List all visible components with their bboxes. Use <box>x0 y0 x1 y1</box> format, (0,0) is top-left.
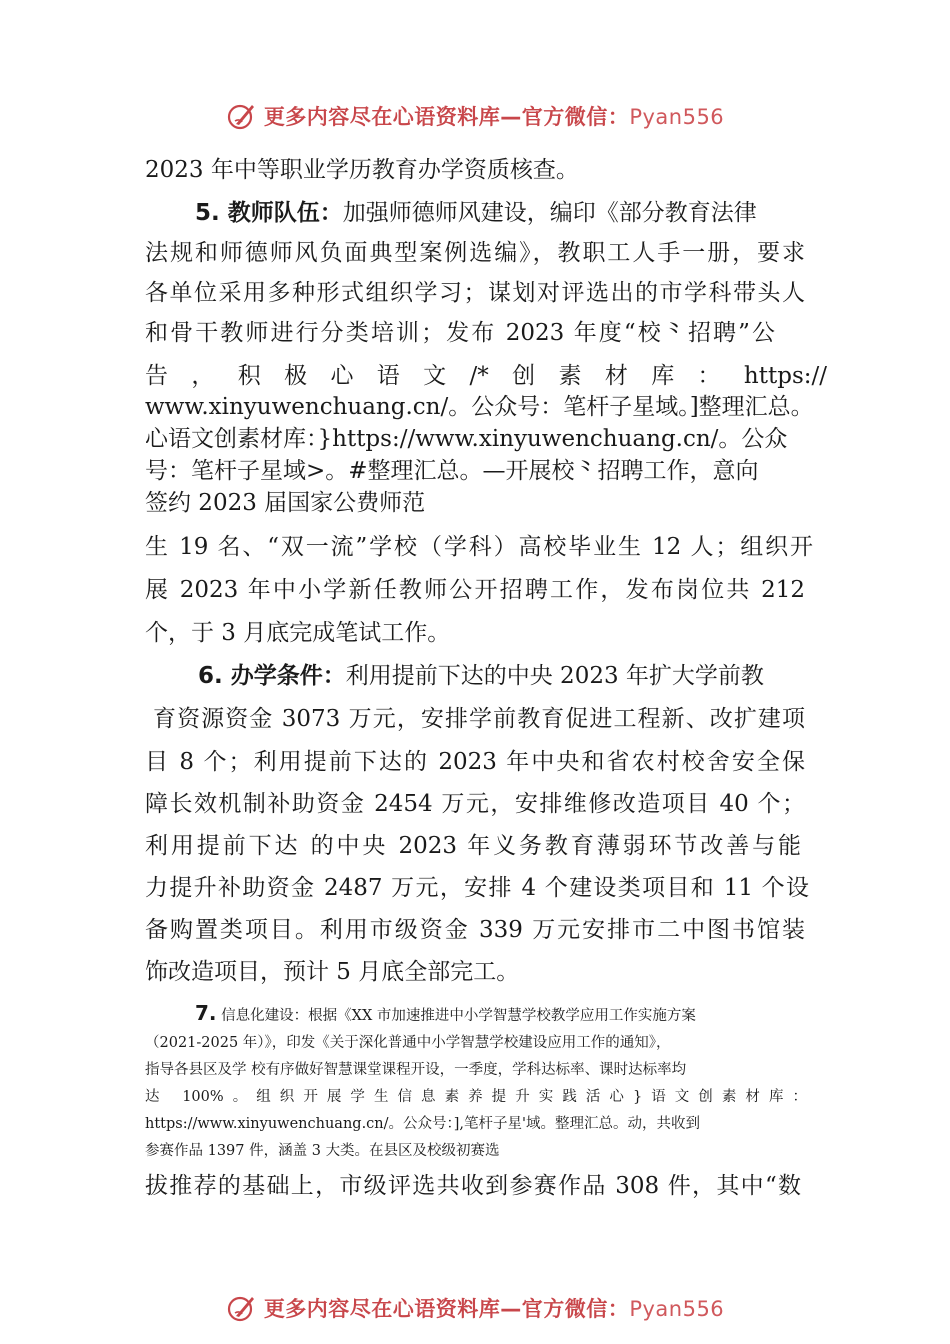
text-line: 告，积极心语文/*创素材库：https:// <box>145 363 827 389</box>
section-heading: 5. 教师队伍： <box>195 200 343 226</box>
text-line: 签约 2023 届国家公费师范 <box>145 490 426 516</box>
quill-seal-icon <box>226 1292 258 1324</box>
watermark-wechat-id: Pyan556 <box>629 1297 725 1321</box>
text-line-small: （2021-2025 年）》，印发《关于深化普通中小学智慧学校建设应用工作的通知》， <box>145 1035 671 1051</box>
section-heading: 6. 办学条件： <box>198 663 346 689</box>
text-line: 饰改造项目，预计 5 月底全部完工。 <box>145 959 520 985</box>
watermark-wechat-id: Pyan556 <box>629 105 725 129</box>
text-line: 个，于 3 月底完成笔试工作。 <box>145 620 451 646</box>
text-line: 各单位采用多种形式组织学习；谋划对评选出的市学科带头人 <box>145 280 805 306</box>
watermark-header <box>0 96 950 136</box>
text-line: 法规和师德师风负面典型案例选编》，教职工人手一册，要求 <box>145 240 805 266</box>
text-line: 6. 办学条件：利用提前下达的中央 2023 年扩大学前教 <box>198 663 764 689</box>
section-number: 7. <box>195 1001 217 1025</box>
quill-seal-icon <box>226 100 258 132</box>
text-line: 心语文创素材库：}https://www.xinyuwenchuang.cn/。公众 <box>145 426 788 452</box>
watermark-text: 更多内容尽在心语资料库—官方微信：Pyan556 <box>263 1297 725 1321</box>
watermark-footer <box>0 1288 950 1328</box>
text-line-small: 指导各县区及学 校有序做好智慧课堂课程开设，一季度，学科达标率、课时达标率均 <box>145 1062 687 1078</box>
text-line: 障长效机制补助资金 2454 万元，安排维修改造项目 40 个； <box>145 791 805 817</box>
text-line: 力提升补助资金 2487 万元，安排 4 个建设类项目和 11 个设 <box>145 875 809 901</box>
text-line: 生 19 名、“双一流”学校（学科）高校毕业生 12 人；组织开 <box>145 534 813 560</box>
text-line: 拔推荐的基础上，市级评选共收到参赛作品 308 件，其中“数 <box>145 1173 801 1199</box>
text-line: 2023 年中等职业学历教育办学资质核查。 <box>145 157 579 183</box>
text-line: 展 2023 年中小学新任教师公开招聘工作，发布岗位共 212 <box>145 577 805 603</box>
text-line: 目 8 个；利用提前下达的 2023 年中央和省农村校舍安全保 <box>145 749 805 775</box>
text-line: 利用提前下达 的中央 2023 年义务教育薄弱环节改善与能 <box>145 833 801 859</box>
watermark-text: 更多内容尽在心语资料库—官方微信：Pyan556 <box>263 105 725 129</box>
text-line: 5. 教师队伍：加强师德师风建设，编印《部分教育法律 <box>195 200 757 226</box>
text-line: 和骨干教师进行分类培训；发布 2023 年度“校⺀招聘”公 <box>145 320 775 346</box>
text-line: 号：笔杆子星域>。#整理汇总。—开展校⺀招聘工作，意向 <box>145 458 759 484</box>
text-line-small: 参赛作品 1397 件，涵盖 3 大类。在县区及校级初赛选 <box>145 1143 500 1159</box>
text-line-small: 7. 信息化建设：根据《XX 市加速推进中小学智慧学校教学应用工作实施方案 <box>195 1001 696 1025</box>
text-line: www.xinyuwenchuang.cn/。公众号：笔杆子星域。]整理汇总。 <box>145 394 814 420</box>
text-line-small: 达 100%。组织开展学生信息素养提升实践活心}语文创素材库： <box>145 1089 807 1105</box>
text-line: 备购置类项目。利用市级资金 339 万元安排市二中图书馆装 <box>145 917 805 943</box>
text-line: 育资源资金 3073 万元，安排学前教育促进工程新、改扩建项 <box>153 706 805 732</box>
text-line-small: https://www.xinyuwenchuang.cn/。公众号：],笔杆子星'域。整理汇总。动，共收到 <box>145 1116 701 1132</box>
